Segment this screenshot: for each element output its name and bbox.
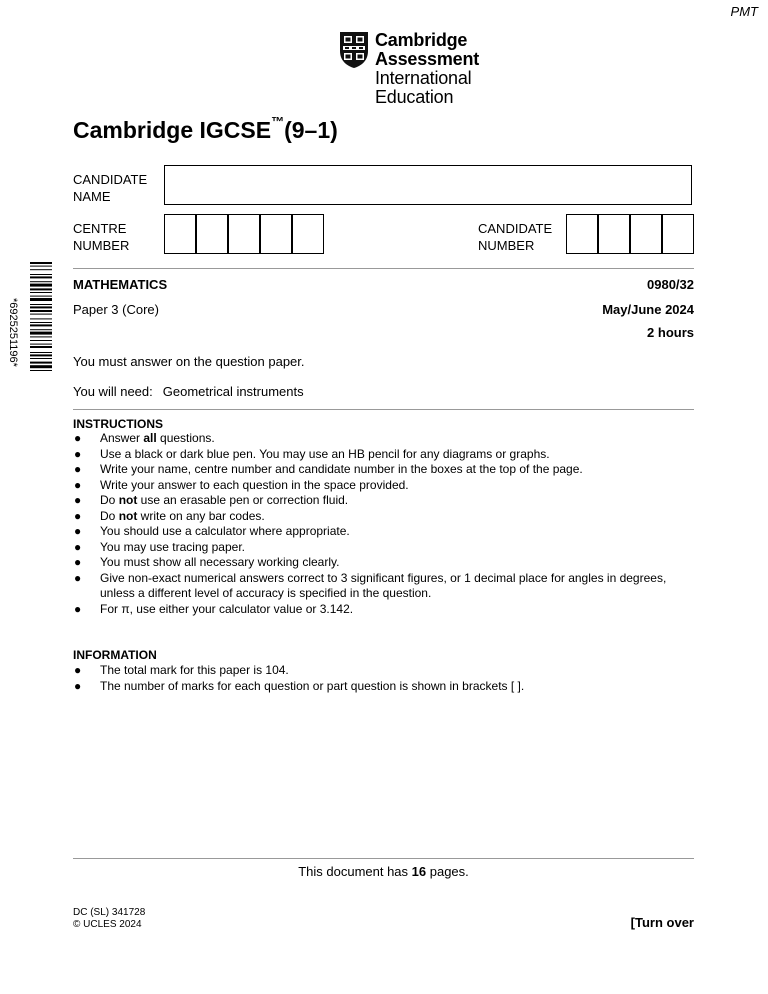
bullet-icon: ● <box>74 431 82 445</box>
centre-number-boxes <box>164 214 324 254</box>
instruction-item: ● Use a black or dark blue pen. You may use an HB pencil for any diagrams or graphs. <box>74 446 550 461</box>
page-count: This document has 16 pages. <box>298 864 469 879</box>
pmt-watermark: PMT <box>730 4 758 19</box>
subject-name: MATHEMATICS <box>73 277 168 292</box>
candidate-number-label <box>478 220 552 254</box>
instruction-item: ● You must show all necessary working clearly. <box>74 555 340 569</box>
barcode-digits: *6925251196* <box>7 297 19 367</box>
equipment-label: You will need: <box>73 384 153 399</box>
candidate-name-field[interactable] <box>164 165 692 205</box>
trademark-symbol: ™ <box>271 114 285 130</box>
candidate-name-label-line1: CANDIDATE <box>73 172 148 187</box>
equipment-needed <box>73 384 304 399</box>
qualification-title <box>73 114 338 144</box>
divider <box>73 268 694 269</box>
cambridge-crest-icon <box>339 31 369 69</box>
bullet-icon: ● <box>74 555 82 569</box>
candidate-name-label <box>73 171 147 205</box>
bullet-icon: ● <box>74 539 82 554</box>
exam-duration: 2 hours <box>647 325 694 340</box>
barcode <box>30 262 52 402</box>
candidate-digit-box[interactable] <box>662 214 694 254</box>
candidate-number-label-line1: CANDIDATE <box>478 221 553 236</box>
candidate-name-label-line2: NAME <box>73 189 111 204</box>
bullet-icon: ● <box>74 462 82 476</box>
candidate-digit-box[interactable] <box>598 214 630 254</box>
bullet-icon: ● <box>74 601 82 616</box>
instruction-item: ● Write your name, centre number and candidate number in the boxes at the top of the page. <box>74 462 583 476</box>
centre-digit-box[interactable] <box>164 214 196 254</box>
instruction-item: ● Do not write on any bar codes. <box>74 508 265 523</box>
candidate-number-boxes <box>566 214 694 254</box>
centre-number-label <box>73 220 129 254</box>
answer-note: You must answer on the question paper. <box>73 354 305 369</box>
bullet-icon: ● <box>74 446 82 461</box>
paper-title: Paper 3 (Core) <box>73 302 159 317</box>
instruction-item: ● Do not use an erasable pen or correction fluid. <box>74 493 349 507</box>
centre-digit-box[interactable] <box>196 214 228 254</box>
centre-digit-box[interactable] <box>260 214 292 254</box>
instructions-list <box>73 431 673 617</box>
bullet-icon: ● <box>74 508 82 523</box>
title-main: Cambridge IGCSE <box>73 117 272 143</box>
bullet-icon: ● <box>74 663 82 677</box>
instruction-item: ● You may use tracing paper. <box>74 539 245 554</box>
information-list <box>73 663 673 694</box>
document-reference: DC (SL) 341728 <box>73 907 146 918</box>
bullet-icon: ● <box>74 493 82 507</box>
exam-session: May/June 2024 <box>602 302 694 317</box>
title-grade: (9–1) <box>284 117 338 143</box>
instruction-item: ● You should use a calculator where appropriate. <box>74 524 350 538</box>
information-item: ● The number of marks for each question or part question is shown in brackets [ ]. <box>74 678 525 693</box>
information-heading: INFORMATION <box>73 648 157 662</box>
bullet-icon: ● <box>74 678 82 693</box>
bullet-icon: ● <box>74 477 82 492</box>
copyright: © UCLES 2024 <box>73 919 142 930</box>
centre-digit-box[interactable] <box>228 214 260 254</box>
instructions-heading: INSTRUCTIONS <box>73 417 163 431</box>
equipment-value: Geometrical instruments <box>162 384 304 399</box>
logo-line-1: Cambridge Assessment <box>375 30 480 69</box>
instruction-item: ● Write your answer to each question in the space provided. <box>74 477 409 492</box>
paper-code: 0980/32 <box>647 277 694 292</box>
centre-digit-box[interactable] <box>292 214 324 254</box>
information-item: ● The total mark for this paper is 104. <box>74 663 289 677</box>
bullet-icon: ● <box>74 570 82 585</box>
bullet-icon: ● <box>74 524 82 538</box>
instruction-item: ● For π, use either your calculator value or 3.142. <box>74 601 354 616</box>
footer-reference <box>73 907 145 931</box>
centre-number-label-line2: NUMBER <box>73 238 130 253</box>
logo-line-2: International Education <box>375 68 472 107</box>
instruction-item: ● Give non-exact numerical answers correct to 3 significant figures, or 1 decimal place for angles in degrees, unless a different level of accuracy is specified in the question. <box>74 570 667 600</box>
footer-divider <box>73 858 694 859</box>
candidate-digit-box[interactable] <box>566 214 598 254</box>
candidate-digit-box[interactable] <box>630 214 662 254</box>
divider <box>73 409 694 410</box>
instruction-item: ● Answer all questions. <box>74 431 215 445</box>
centre-number-label-line1: CENTRE <box>73 221 127 236</box>
turn-over: [Turn over <box>630 915 694 930</box>
candidate-number-label-line2: NUMBER <box>478 238 535 253</box>
